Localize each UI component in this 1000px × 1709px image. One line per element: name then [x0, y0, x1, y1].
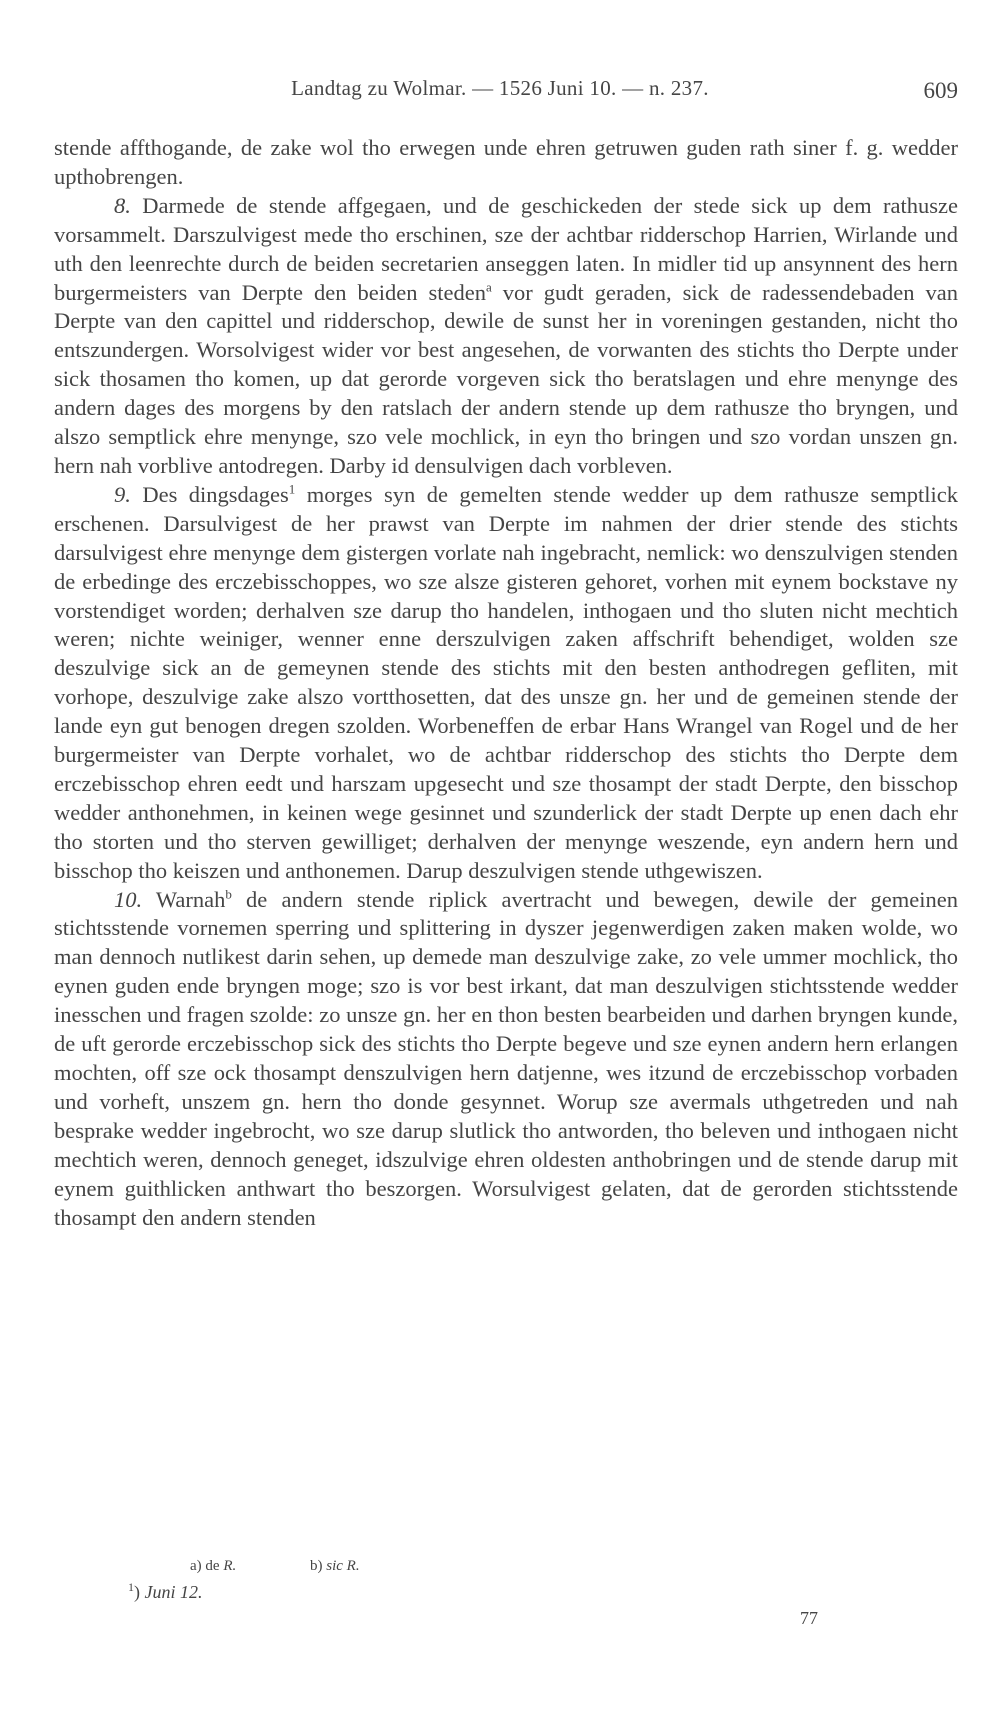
paragraph-text: morges syn de gemelten stende wedder up dem rathusze semptlick erschenen. Darsulvigest de her prawst van Derpte im nahmen der drier stende des stichts darsulvigest ehre menynge dem gistergen vorlate nah ingebracht, nemlick: wo denszulvigen stenden de erbedinge des erczebisschoppes, wo sze alsze gisteren gehoret, vorhen mit eynem bockstave ny vorstendiget worden; derhalven sze darup tho handelen, inthogaen und tho sluten nicht mechtich weren; nichte weiniger, wenner enne derszulvigen zaken affschrift behendiget, wolden sze deszulvige sick an de gemeynen stende des stichts mit den besten anthodregen gefliten, mit vorhope, deszulvige zake alszo vortthosetten, dat des unsze gn. her und de gemeinen stende der lande eyn gut benogen dregen szolden. Worbeneffen de erbar Hans Wrangel van Rogel und de her burgermeister van Derpte vorhalet, wo de achtbar ridderschop des stichts tho Derpte dem erczebisschop ehren eedt und harszam upgesecht und sze thosampt der stadt Derpte, den bisschop wedder anthonehmen, in keinen wege gesinnet und szunderlick der stadt Derpte up enen dach ehr tho storten und tho sterven gewilliget; derhalven der menynge weszende, eyn andern hern und bisschop tho keiszen und anthonemen. Darup deszulvigen stende uthgewiszen. — [54, 481, 958, 883]
body-text — [54, 134, 958, 1232]
paragraph-text: Warnah — [142, 886, 226, 912]
paragraph-8 — [54, 192, 958, 481]
paragraph-text: Des dingsdages — [130, 481, 289, 507]
footnote-a — [190, 1558, 236, 1575]
footnote-marker-1: 1 — [288, 481, 296, 497]
footnote-label: b) — [310, 1558, 327, 1574]
footnote-marker-a: a — [485, 279, 492, 295]
footnote-1 — [128, 1582, 203, 1603]
footnote-number: 1 — [128, 1580, 134, 1594]
section-number: 10. — [114, 886, 143, 912]
paragraph-text: de andern stende riplick avertracht und bewegen, dewile der gemeinen stichtsstende vornemen sperring und splittering in dyszer jegenwerdigen zaken maken wolde, wo man dennoch nutlikest darin sehen, up demede man deszulvige zake, zo vele ummer mochlick, tho eynen guden ende bryngen moge; szo is vor best irkant, dat man deszulvigen stichtsstende wedder inesschen und fragen szolde: zo unsze gn. her en thon besten bearbeiden und darhen bryngen kunde, de uft gerorde erczebisschop sick des stichts tho Derpte begeve und sze eynen andern hern erlangen mochten, off sze ock thosampt denszulvigen hern datjenne, wes itzund de erczebisschop vorbaden und vorheft, unszem gn. hern tho donde gesynnet. Worup sze avermals uthgetreden und nah besprake wedder ingebrocht, wo sze darup slutlick tho antworden, tho beleven und inthogaen nicht mechtich weren, dennoch geneget, idszulvige ehren oldesten anthobringen und de stende darup mit eynem guithlicken anthwart tho beszorgen. Worsulvigest gelaten, dat de gerorden stichtsstende thosampt den andern stenden — [54, 886, 958, 1230]
footnote-label: a) de — [190, 1558, 224, 1574]
paragraph-text: Darmede de stende affgegaen, und de geschickeden der stede sick up dem rathusze vorsammelt. Darszulvigest mede tho erschinen, sze der achtbar ridderschop Harrien, Wirlande und uth den leenrechte durch de beiden secretarien anseggen laten. In midler tid up ansynnent des hern burgermeisters van Derpte den beiden steden — [54, 192, 958, 305]
paragraph-10 — [54, 886, 958, 1233]
footnote-source: sic R. — [326, 1558, 360, 1574]
footnote-source: R. — [223, 1558, 237, 1574]
section-number: 9. — [114, 481, 131, 507]
page-header — [0, 72, 1000, 108]
running-head: Landtag zu Wolmar. — 1526 Juni 10. — n. 237. — [291, 76, 709, 100]
paragraph-text: vor gudt geraden, sick de radessendebaden van Derpte van den capittel und ridderschop, dewile de sunst her in voreningen gestanden, nicht tho entszundergen. Worsolvigest wider vor best angesehen, de vorwanten des stichts tho Derpte under sick thosamen tho komen, up dat gerorde vorgeven sick tho beratslagen und ehre menynge des andern dages des morgens by den ratslach der andern stende up dem rathusze tho bryngen, und alszo semptlick ehre menynge, szo vele mochlick, in eyn tho bringen und szo vordan unszen gn. hern nah vorblive antodregen. Darby id densulvigen dach vorbleven. — [54, 279, 958, 478]
footnote-b — [310, 1558, 360, 1575]
paragraph-text: stende affthogande, de zake wol tho erwegen unde ehren getruwen guden rath siner f. g. wedder upthobrengen. — [54, 135, 958, 189]
printer-signature: 77 — [800, 1608, 818, 1628]
paragraph-9 — [54, 481, 958, 886]
page-number: 609 — [923, 78, 958, 103]
footnote-text: Juni 12. — [144, 1582, 203, 1602]
section-number: 8. — [114, 192, 131, 218]
footnote-marker-b: b — [225, 886, 232, 902]
footnote-sep: ) — [134, 1582, 145, 1602]
paragraph-continuation — [54, 134, 958, 192]
